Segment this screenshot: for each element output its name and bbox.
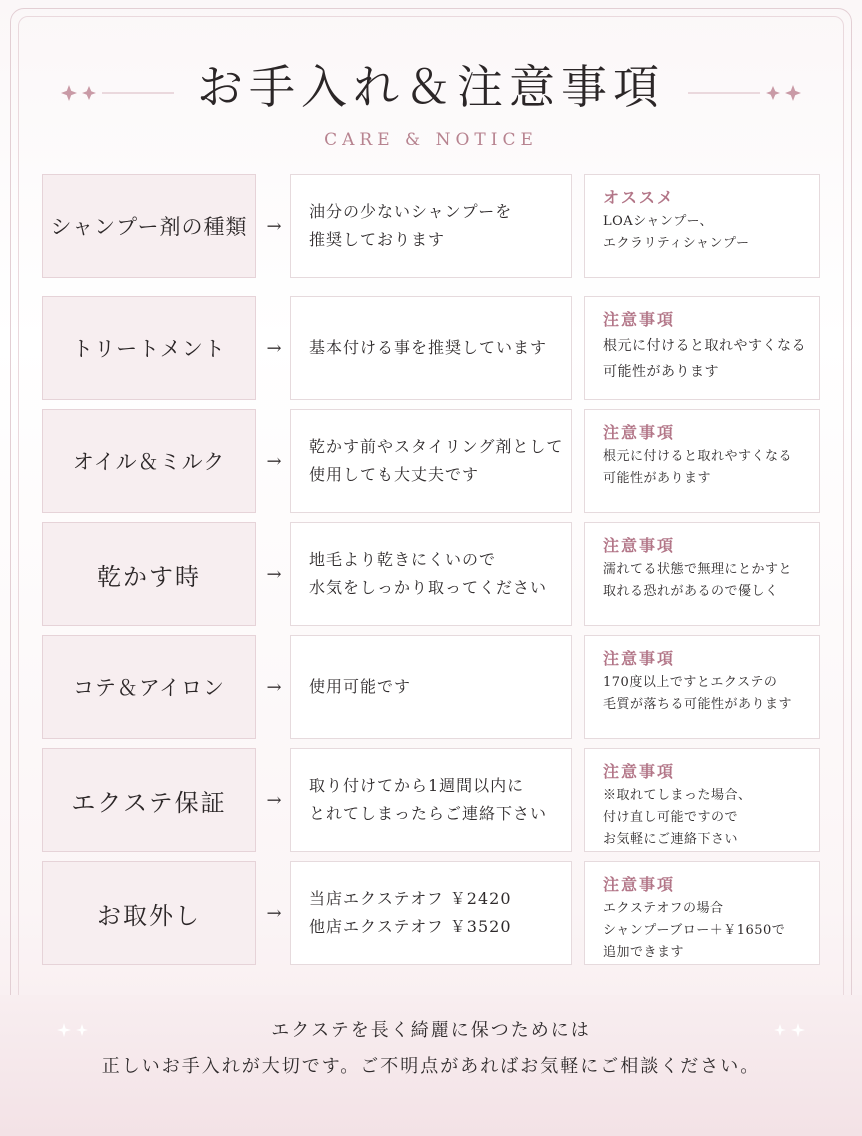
note-line: LOAシャンプー、 [603,214,714,229]
description-line: 基本付ける事を推奨しています [309,338,548,357]
row-note [584,409,820,513]
arrow-right-icon: → [266,676,282,698]
note-line: お気軽にご連絡下さい [603,832,739,847]
table-row [42,861,820,965]
header [0,55,862,165]
note-heading: オススメ [603,188,675,207]
note-line: エクステオフの場合 [603,901,724,916]
note-line: シャンプーブロー＋￥1650で [603,923,786,938]
row-description [290,522,572,626]
row-note [584,296,820,400]
note-line: 濡れてる状態で無理にとかすと [603,562,793,577]
note-heading: 注意事項 [603,310,676,329]
sparkle-divider-right-icon [685,73,810,113]
description-line: 推奨しております [309,230,446,249]
description-line: 使用可能です [309,677,412,696]
note-line: 根元に付けると取れやすくなる [603,449,793,464]
table-row [42,174,820,278]
row-note [584,522,820,626]
row-label: シャンプー剤の種類 [42,174,256,278]
description-line: 取り付けてから1週間以内に [309,776,525,795]
note-line: 付け直し可能ですので [603,810,739,825]
description-line: 乾かす前やスタイリング剤として [309,437,564,456]
note-heading: 注意事項 [603,875,676,894]
description-line: 他店エクステオフ ￥3520 [309,917,512,936]
footer-line: エクステを長く綺麗に保つためには [271,1020,591,1041]
row-note [584,861,820,965]
arrow-right-icon: → [266,450,282,472]
footer-line: 正しいお手入れが大切です。ご不明点があればお気軽にご相談ください。 [101,1056,761,1077]
arrow-right-icon: → [266,789,282,811]
table-row [42,748,820,852]
note-line: 追加できます [603,945,685,960]
table-row [42,522,820,626]
row-description [290,296,572,400]
note-line: 可能性があります [603,364,719,380]
arrow-right-icon: → [266,902,282,924]
arrow-right-icon: → [266,563,282,585]
row-label: トリートメント [42,296,256,400]
description-line: 水気をしっかり取ってください [309,578,548,597]
description-line: 当店エクステオフ ￥2420 [309,889,512,908]
note-line: 170度以上ですとエクステの [603,675,778,690]
page-subtitle: CARE & NOTICE [324,130,538,150]
row-label: 乾かす時 [42,522,256,626]
note-line: エクラリティシャンプー [603,236,750,251]
row-label: オイル＆ミルク [42,409,256,513]
note-line: 毛質が落ちる可能性があります [603,697,793,712]
description-line: とれてしまったらご連絡下さい [309,804,548,823]
row-description [290,748,572,852]
row-description [290,861,572,965]
table-row [42,635,820,739]
note-line: 可能性があります [603,471,712,486]
row-description [290,635,572,739]
note-line: ※取れてしまった場合、 [603,788,752,803]
row-note [584,635,820,739]
note-line: 取れる恐れがあるので優しく [603,584,779,599]
row-note [584,174,820,278]
note-heading: 注意事項 [603,536,676,555]
row-label: コテ＆アイロン [42,635,256,739]
table-row [42,409,820,513]
note-heading: 注意事項 [603,762,676,781]
table-row [42,296,820,400]
note-line: 根元に付けると取れやすくなる [603,338,806,354]
row-label: お取外し [42,861,256,965]
row-label: エクステ保証 [42,748,256,852]
note-heading: 注意事項 [603,423,676,442]
row-note [584,748,820,852]
arrow-right-icon: → [266,337,282,359]
description-line: 使用しても大丈夫です [309,465,480,484]
row-description [290,174,572,278]
note-heading: 注意事項 [603,649,676,668]
row-description [290,409,572,513]
footer-text [0,1013,862,1085]
description-line: 油分の少ないシャンプーを [309,202,513,221]
description-line: 地毛より乾きにくいので [309,550,497,569]
arrow-right-icon: → [266,215,282,237]
page-title: お手入れ＆注意事項 [197,60,665,114]
footer-message [0,995,862,1136]
